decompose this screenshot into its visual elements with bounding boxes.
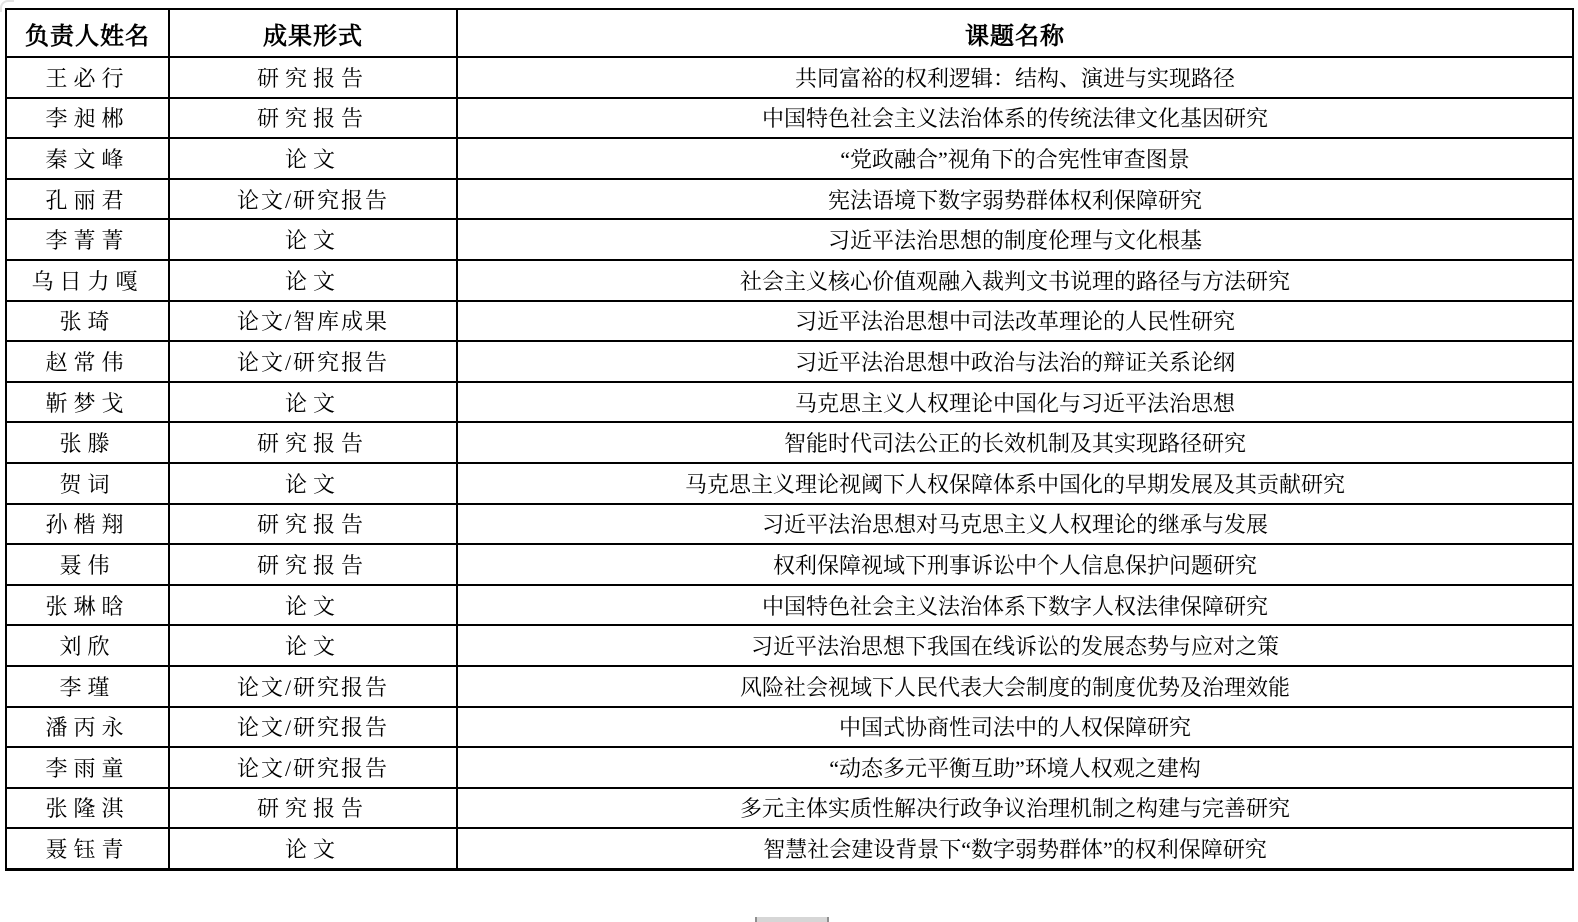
- leader-name-cell: 刘欣: [6, 625, 169, 666]
- result-form-cell: 论文: [169, 828, 457, 869]
- result-form-cell: 研究报告: [169, 57, 457, 98]
- table-row: [6, 219, 1573, 260]
- project-title-cell: 习近平法治思想对马克思主义人权理论的继承与发展: [457, 504, 1573, 545]
- leader-name-cell: 张滕: [6, 422, 169, 463]
- project-title-cell: 中国特色社会主义法治体系下数字人权法律保障研究: [457, 585, 1573, 626]
- project-title-cell: 习近平法治思想中政治与法治的辩证关系论纲: [457, 341, 1573, 382]
- result-form-cell: 论文/研究报告: [169, 747, 457, 788]
- table-row: [6, 382, 1573, 423]
- project-title-cell: 智能时代司法公正的长效机制及其实现路径研究: [457, 422, 1573, 463]
- project-title-cell: 智慧社会建设背景下“数字弱势群体”的权利保障研究: [457, 828, 1573, 869]
- project-title-cell: 马克思主义人权理论中国化与习近平法治思想: [457, 382, 1573, 423]
- project-title-cell: 习近平法治思想下我国在线诉讼的发展态势与应对之策: [457, 625, 1573, 666]
- project-title-cell: 习近平法治思想的制度伦理与文化根基: [457, 219, 1573, 260]
- result-form-cell: 研究报告: [169, 504, 457, 545]
- table-row: [6, 138, 1573, 179]
- table-row: [6, 57, 1573, 98]
- column-header-project-title: 课题名称: [457, 9, 1573, 57]
- leader-name-cell: 李雨童: [6, 747, 169, 788]
- result-form-cell: 论文: [169, 463, 457, 504]
- table-row: [6, 341, 1573, 382]
- table-row: [6, 179, 1573, 220]
- result-form-cell: 论文: [169, 585, 457, 626]
- leader-name-cell: 张琦: [6, 301, 169, 342]
- leader-name-cell: 张琳晗: [6, 585, 169, 626]
- column-header-leader-name: 负责人姓名: [6, 9, 169, 57]
- result-form-cell: 论文: [169, 138, 457, 179]
- table-row: [6, 707, 1573, 748]
- result-form-cell: 论文: [169, 219, 457, 260]
- table-header-row: [6, 9, 1573, 57]
- leader-name-cell: 聂伟: [6, 544, 169, 585]
- leader-name-cell: 贺词: [6, 463, 169, 504]
- project-title-cell: 共同富裕的权利逻辑：结构、演进与实现路径: [457, 57, 1573, 98]
- project-title-cell: 中国特色社会主义法治体系的传统法律文化基因研究: [457, 98, 1573, 139]
- result-form-cell: 研究报告: [169, 544, 457, 585]
- table-row: [6, 828, 1573, 869]
- table-row: [6, 747, 1573, 788]
- result-form-cell: 论文/研究报告: [169, 341, 457, 382]
- table-row: [6, 666, 1573, 707]
- column-header-result-form: 成果形式: [169, 9, 457, 57]
- leader-name-cell: 聂钰青: [6, 828, 169, 869]
- leader-name-cell: 王必行: [6, 57, 169, 98]
- leader-name-cell: 李昶郴: [6, 98, 169, 139]
- leader-name-cell: 赵常伟: [6, 341, 169, 382]
- project-title-cell: 多元主体实质性解决行政争议治理机制之构建与完善研究: [457, 788, 1573, 829]
- result-form-cell: 研究报告: [169, 788, 457, 829]
- project-title-cell: 风险社会视域下人民代表大会制度的制度优势及治理效能: [457, 666, 1573, 707]
- research-projects-table: [5, 8, 1574, 871]
- leader-name-cell: 潘丙永: [6, 707, 169, 748]
- result-form-cell: 论文/研究报告: [169, 666, 457, 707]
- table-row: [6, 422, 1573, 463]
- table-row: [6, 585, 1573, 626]
- result-form-cell: 论文/研究报告: [169, 179, 457, 220]
- leader-name-cell: 孔丽君: [6, 179, 169, 220]
- result-form-cell: 论文/智库成果: [169, 301, 457, 342]
- leader-name-cell: 孙楷翔: [6, 504, 169, 545]
- project-title-cell: 中国式协商性司法中的人权保障研究: [457, 707, 1573, 748]
- leader-name-cell: 乌日力嘎: [6, 260, 169, 301]
- table-row: [6, 260, 1573, 301]
- result-form-cell: 研究报告: [169, 422, 457, 463]
- leader-name-cell: 李瑾: [6, 666, 169, 707]
- result-form-cell: 论文: [169, 625, 457, 666]
- project-title-cell: “党政融合”视角下的合宪性审查图景: [457, 138, 1573, 179]
- result-form-cell: 论文: [169, 382, 457, 423]
- leader-name-cell: 张隆淇: [6, 788, 169, 829]
- table-row: [6, 463, 1573, 504]
- table-row: [6, 625, 1573, 666]
- leader-name-cell: 靳梦戈: [6, 382, 169, 423]
- result-form-cell: 论文/研究报告: [169, 707, 457, 748]
- project-title-cell: “动态多元平衡互助”环境人权观之建构: [457, 747, 1573, 788]
- horizontal-scrollbar-thumb[interactable]: [755, 917, 829, 922]
- table-row: [6, 544, 1573, 585]
- table-row: [6, 98, 1573, 139]
- table-row: [6, 301, 1573, 342]
- project-title-cell: 权利保障视域下刑事诉讼中个人信息保护问题研究: [457, 544, 1573, 585]
- leader-name-cell: 秦文峰: [6, 138, 169, 179]
- project-title-cell: 马克思主义理论视阈下人权保障体系中国化的早期发展及其贡献研究: [457, 463, 1573, 504]
- result-form-cell: 研究报告: [169, 98, 457, 139]
- project-title-cell: 宪法语境下数字弱势群体权利保障研究: [457, 179, 1573, 220]
- table-row: [6, 504, 1573, 545]
- project-title-cell: 习近平法治思想中司法改革理论的人民性研究: [457, 301, 1573, 342]
- result-form-cell: 论文: [169, 260, 457, 301]
- table-body: [6, 57, 1573, 869]
- leader-name-cell: 李菁菁: [6, 219, 169, 260]
- project-title-cell: 社会主义核心价值观融入裁判文书说理的路径与方法研究: [457, 260, 1573, 301]
- table-row: [6, 788, 1573, 829]
